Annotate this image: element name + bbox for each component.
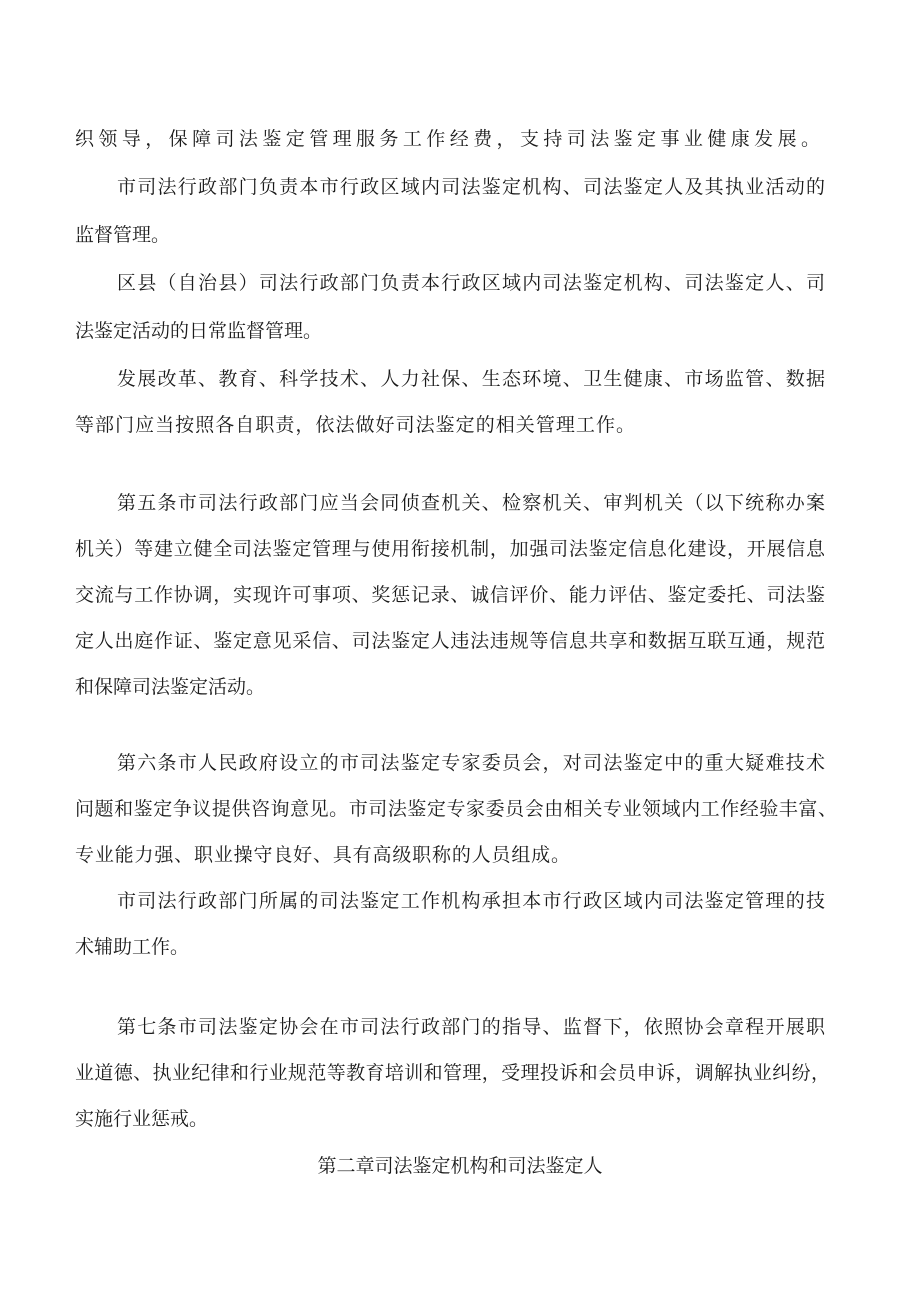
chapter-heading: 第二章司法鉴定机构和司法鉴定人 xyxy=(317,1155,603,1177)
text-line: 机关）等建立健全司法鉴定管理与使用衔接机制，加强司法鉴定信息化建设，开展信息 xyxy=(75,538,826,560)
text-line: 发展改革、教育、科学技术、人力社保、生态环境、卫生健康、市场监管、数据 xyxy=(117,368,827,390)
text-line: 第七条市司法鉴定协会在市司法行政部门的指导、监督下，依照协会章程开展职 xyxy=(117,1016,827,1038)
text-line: 等部门应当按照各自职责，依法做好司法鉴定的相关管理工作。 xyxy=(75,414,637,436)
text-line: 专业能力强、职业操守良好、具有高级职称的人员组成。 xyxy=(75,844,571,866)
text-line: 区县（自治县）司法行政部门负责本行政区域内司法鉴定机构、司法鉴定人、司 xyxy=(117,272,827,294)
text-line: 第六条市人民政府设立的市司法鉴定专家委员会，对司法鉴定中的重大疑难技术 xyxy=(117,752,827,774)
text-line: 织领导，保障司法鉴定管理服务工作经费，支持司法鉴定事业健康发展。 xyxy=(75,128,825,150)
text-line: 法鉴定活动的日常监督管理。 xyxy=(75,320,323,342)
text-line: 实施行业惩戒。 xyxy=(75,1108,209,1130)
text-line: 市司法行政部门所属的司法鉴定工作机构承担本市行政区域内司法鉴定管理的技 xyxy=(117,890,827,912)
text-line: 和保障司法鉴定活动。 xyxy=(75,676,266,698)
text-line: 交流与工作协调，实现许可事项、奖惩记录、诚信评价、能力评估、鉴定委托、司法鉴 xyxy=(75,584,826,606)
text-line: 术辅助工作。 xyxy=(75,936,190,958)
text-line: 市司法行政部门负责本市行政区域内司法鉴定机构、司法鉴定人及其执业活动的 xyxy=(117,176,827,198)
text-line: 定人出庭作证、鉴定意见采信、司法鉴定人违法违规等信息共享和数据互联互通，规范 xyxy=(75,630,826,652)
text-line: 问题和鉴定争议提供咨询意见。市司法鉴定专家委员会由相关专业领域内工作经验丰富、 xyxy=(75,798,838,820)
text-line: 第五条市司法行政部门应当会同侦查机关、检察机关、审判机关（以下统称办案 xyxy=(117,492,827,514)
text-line: 监督管理。 xyxy=(75,224,171,246)
text-line: 业道德、执业纪律和行业规范等教育培训和管理，受理投诉和会员申诉，调解执业纠纷， xyxy=(75,1062,831,1084)
